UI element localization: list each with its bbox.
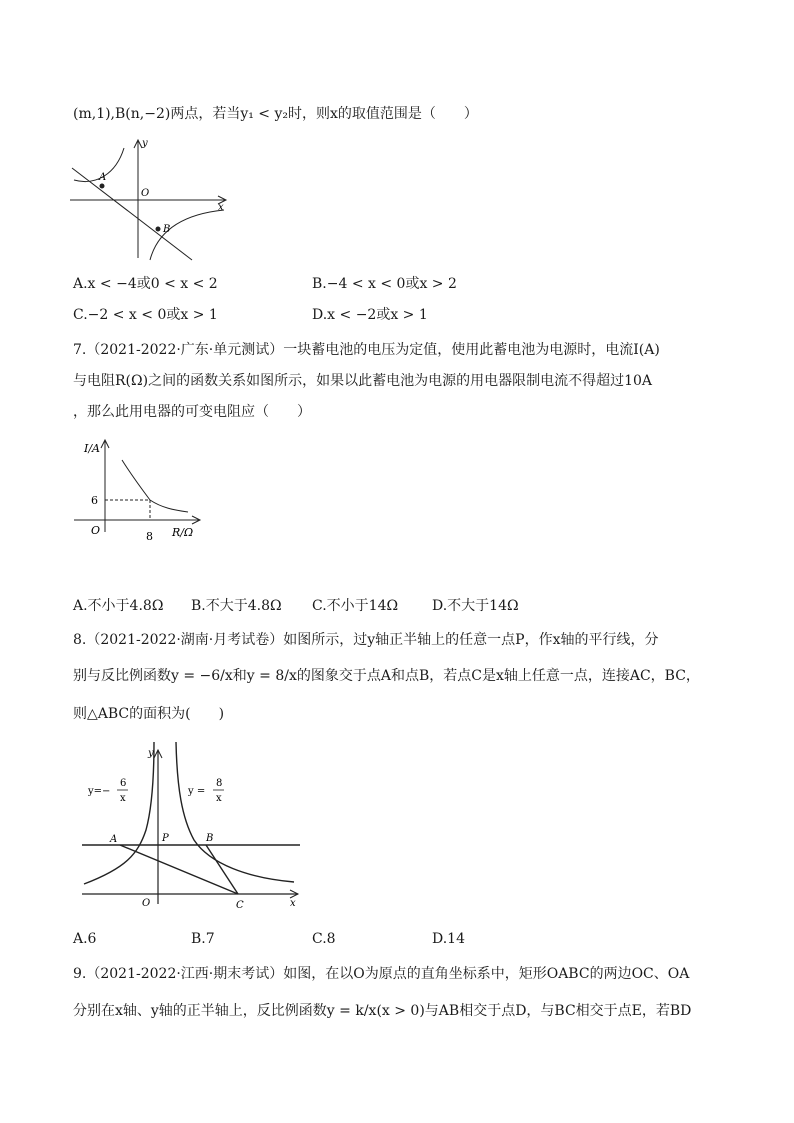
q6-figure [66, 134, 236, 264]
q7-ylabel: I/A [84, 442, 100, 455]
q7-option-d: D.不大于14Ω [432, 598, 519, 614]
q7-option-c: C.不小于14Ω [312, 598, 399, 614]
q7-option-b: B.不大于4.8Ω [191, 598, 282, 614]
q6-label-y: y [142, 138, 148, 149]
q9-stem-line2: 分别在x轴、y轴的正半轴上，反比例函数y = k/x(x > 0)与AB相交于点D，与BC相交于点E，若BD [73, 1003, 692, 1019]
q6-point-b [156, 227, 161, 232]
q7-origin: O [91, 524, 101, 537]
q8-figure [76, 738, 306, 910]
q6-stem: (m,1),B(n,−2)两点，若当y₁ < y₂时，则x的取值范围是（ ） [73, 106, 478, 122]
q8-stem-line2: 别与反比例函数y = −6/x和y = 8/x的图象交于点A和点B，若点C是x轴上任意一点，连接AC，BC， [73, 668, 700, 684]
q6-point-a [100, 184, 105, 189]
q8-label-c: C [236, 900, 244, 910]
q8-option-c: C.8 [312, 931, 336, 947]
q6-label-x: x [218, 202, 224, 213]
q9-stem-line1: 9.（2021-2022·江西·期末考试）如图，在以O为原点的直角坐标系中，矩形OABC的两边OC、OA [73, 966, 690, 982]
q7-xlabel: R/Ω [172, 526, 194, 539]
q8-eq-right-num: 8 [216, 778, 223, 789]
q8-label-o: O [142, 898, 151, 909]
q6-option-d: D.x < −2或x > 1 [312, 307, 428, 323]
q6-option-c: C.−2 < x < 0或x > 1 [73, 307, 218, 323]
q8-label-p: P [162, 833, 169, 844]
q7-stem-line2: 与电阻R(Ω)之间的函数关系如图所示，如果以此蓄电池为电源的用电器限制电流不得超过10A [73, 373, 652, 389]
q8-label-x: x [290, 898, 296, 909]
q8-option-b: B.7 [191, 931, 215, 947]
q8-eq-left-prefix: y=− [88, 786, 111, 797]
q8-label-a: A [110, 834, 118, 845]
q8-option-a: A.6 [73, 931, 97, 947]
q6-line-ab [72, 168, 192, 260]
q8-hyperbola-left [84, 742, 154, 884]
q6-hyperbola-right [150, 210, 224, 260]
q7-option-a: A.不小于4.8Ω [73, 598, 164, 614]
q7-stem-line1: 7.（2021-2022·广东·单元测试）一块蓄电池的电压为定值，使用此蓄电池为电源时，电流I(A) [73, 342, 660, 358]
q8-label-y: y [148, 748, 154, 759]
q6-label-a: A [99, 172, 107, 183]
q6-label-o: O [141, 188, 150, 199]
q8-hyperbola-right [176, 742, 294, 882]
q8-eq-right-den: x [216, 793, 222, 804]
q7-figure [70, 434, 210, 546]
q8-eq-right-prefix: y = [188, 786, 206, 797]
q8-stem-line1: 8.（2021-2022·湖南·月考试卷）如图所示，过y轴正半轴上的任意一点P，作x轴的平行线，分 [73, 632, 659, 648]
q6-option-b: B.−4 < x < 0或x > 2 [312, 276, 457, 292]
q7-stem-line3: ，那么此用电器的可变电阻应（ ） [73, 404, 311, 420]
q8-segment-ac [120, 845, 238, 894]
q7-tick-y: 6 [91, 494, 98, 507]
q8-label-b: B [206, 833, 214, 844]
q8-eq-left-den: x [120, 793, 126, 804]
q7-curve [122, 460, 188, 512]
q8-stem-line3: 则△ABC的面积为( ) [73, 706, 225, 722]
q6-option-a: A.x < −4或0 < x < 2 [73, 276, 218, 292]
q7-tick-x: 8 [146, 530, 153, 543]
q8-option-d: D.14 [432, 931, 465, 947]
q8-eq-left-num: 6 [120, 778, 127, 789]
q6-label-b: B [163, 224, 171, 235]
